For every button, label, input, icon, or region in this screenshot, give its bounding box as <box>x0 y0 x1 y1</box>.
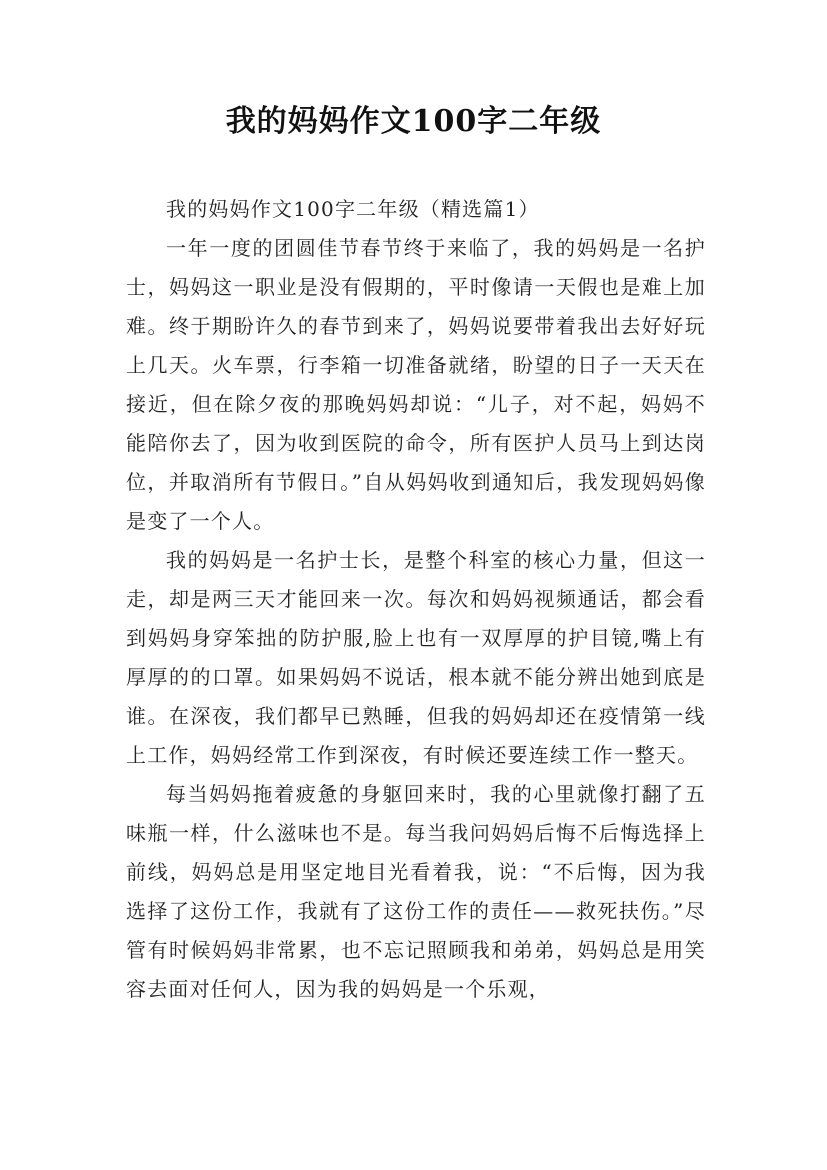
paragraph: 一年一度的团圆佳节春节终于来临了，我的妈妈是一名护士，妈妈这一职业是没有假期的，平时像请一天假也是难上加难。终于期盼许久的春节到来了，妈妈说要带着我出去好好玩上几天。火车票，行李箱一切准备就绪，盼望的日子一天天在接近，但在除夕夜的那晚妈妈却说：“儿子，对不起，妈妈不能陪你去了，因为收到医院的命令，所有医护人员马上到达岗位，并取消所有节假日。”自从妈妈收到通知后，我发现妈妈像是变了一个人。 <box>126 236 706 533</box>
section-heading: 我的妈妈作文100字二年级（精选篇1） <box>166 197 540 221</box>
paragraph: 我的妈妈是一名护士长，是整个科室的核心力量，但这一走，却是两三天才能回来一次。每次和妈妈视频通话，都会看到妈妈身穿笨拙的防护服,脸上也有一双厚厚的护目镜,嘴上有厚厚的的口罩。如果妈妈不说话，根本就不能分辨出她到底是谁。在深夜，我们都早已熟睡，但我的妈妈却还在疫情第一线上工作，妈妈经常工作到深夜，有时候还要连续工作一整天。 <box>126 548 706 767</box>
page-title: 我的妈妈作文100字二年级 <box>225 104 602 139</box>
document-body <box>126 190 706 1009</box>
paragraph: 每当妈妈拖着疲惫的身躯回来时，我的心里就像打翻了五味瓶一样，什么滋味也不是。每当我问妈妈后悔不后悔选择上前线，妈妈总是用坚定地目光看着我，说：“不后悔，因为我选择了这份工作，我就有了这份工作的责任——救死扶伤。”尽管有时候妈妈非常累，也不忘记照顾我和弟弟，妈妈总是用笑容去面对任何人，因为我的妈妈是一个乐观， <box>126 782 706 1001</box>
